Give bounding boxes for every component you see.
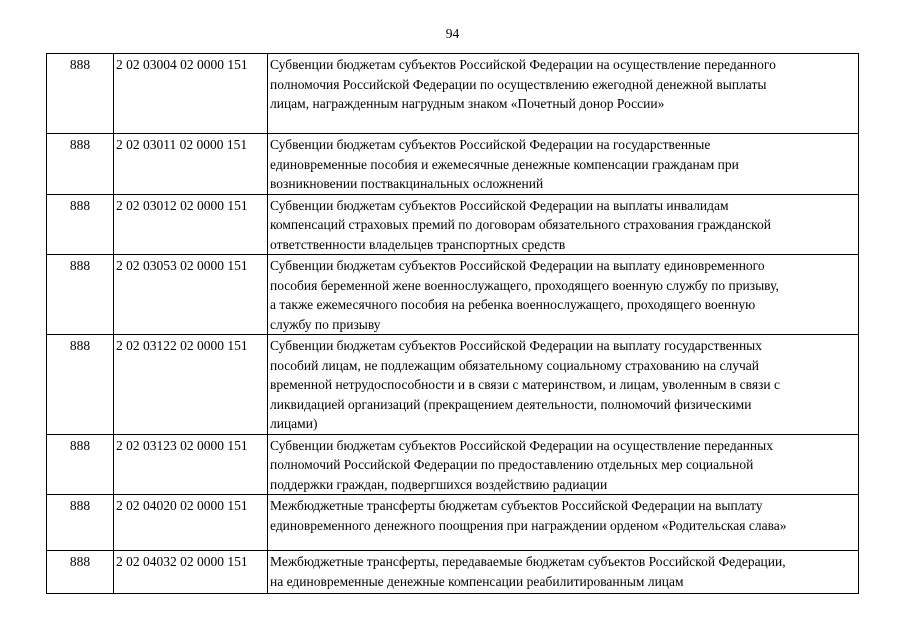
description-line: временной нетрудоспособности и в связи с материнством, и лицам, уволенным в связи с: [270, 377, 780, 392]
table-row: [47, 255, 859, 335]
admin-code-cell: 888: [47, 495, 114, 551]
table-row: [47, 54, 859, 134]
description-line: на единовременные денежные компенсации реабилитированным лицам: [270, 573, 684, 589]
description-line: а также ежемесячного пособия на ребенка военнослужащего, проходящего военную: [270, 297, 756, 312]
admin-code-cell: 888: [47, 194, 114, 255]
admin-code-cell: 888: [47, 434, 114, 495]
table-row: [47, 434, 859, 495]
budget-code-cell: 2 02 03004 02 0000 151: [114, 54, 268, 134]
description-line: Межбюджетные трансферты бюджетам субъектов Российской Федерации на выплату: [270, 498, 763, 513]
description-line: ответственности владельцев транспортных средств: [270, 236, 566, 252]
table-row: [47, 335, 859, 435]
budget-code-cell: 2 02 04020 02 0000 151: [114, 495, 268, 551]
description-line: единовременного денежного поощрения при награждении орденом «Родительская слава»: [270, 517, 787, 533]
description-cell: [268, 335, 859, 435]
budget-code-cell: 2 02 03123 02 0000 151: [114, 434, 268, 495]
description-cell: [268, 134, 859, 195]
description-line: Субвенции бюджетам субъектов Российской Федерации на выплаты инвалидам: [270, 197, 729, 213]
description-cell: [268, 194, 859, 255]
table-row: [47, 495, 859, 551]
description-line: поддержки граждан, подвергшихся воздействию радиации: [270, 476, 608, 492]
description-line: Субвенции бюджетам субъектов Российской Федерации на осуществление переданных: [270, 437, 773, 453]
page-number: 94: [445, 26, 460, 41]
budget-code-table: [46, 53, 859, 594]
description-line: Субвенции бюджетам субъектов Российской Федерации на выплату государственных: [270, 338, 762, 353]
description-cell: [268, 255, 859, 335]
table-row: [47, 551, 859, 594]
budget-code-cell: 2 02 03012 02 0000 151: [114, 194, 268, 255]
description-line: полномочия Российской Федерации по осуществлению ежегодной денежной выплаты: [270, 76, 767, 92]
description-cell: [268, 495, 859, 551]
table-row: [47, 194, 859, 255]
description-line: единовременные пособия и ежемесячные денежные компенсации гражданам при: [270, 156, 739, 172]
description-line: Субвенции бюджетам субъектов Российской Федерации на государственные: [270, 137, 711, 152]
description-line: службу по призыву: [270, 316, 381, 332]
admin-code-cell: 888: [47, 54, 114, 134]
budget-code-cell: 2 02 04032 02 0000 151: [114, 551, 268, 594]
description-cell: [268, 54, 859, 134]
admin-code-cell: 888: [47, 551, 114, 594]
description-cell: [268, 434, 859, 495]
description-line: Субвенции бюджетам субъектов Российской Федерации на осуществление переданного: [270, 57, 776, 72]
admin-code-cell: 888: [47, 134, 114, 195]
budget-code-cell: 2 02 03053 02 0000 151: [114, 255, 268, 335]
description-line: лицами): [270, 416, 318, 431]
table-row: [47, 134, 859, 195]
budget-code-cell: 2 02 03122 02 0000 151: [114, 335, 268, 435]
description-line: Межбюджетные трансферты, передаваемые бюджетам субъектов Российской Федерации,: [270, 554, 786, 569]
admin-code-cell: 888: [47, 335, 114, 435]
description-line: пособий лицам, не подлежащим обязательному социальному страхованию на случай: [270, 357, 760, 373]
description-line: возникновении поствакцинальных осложнений: [270, 176, 544, 191]
description-line: Субвенции бюджетам субъектов Российской Федерации на выплату единовременного: [270, 258, 765, 273]
description-cell: [268, 551, 859, 594]
budget-code-cell: 2 02 03011 02 0000 151: [114, 134, 268, 195]
description-line: ликвидацией организаций (прекращением деятельности, полномочий физическими: [270, 396, 752, 412]
admin-code-cell: 888: [47, 255, 114, 335]
description-line: пособия беременной жене военнослужащего, проходящего военную службу по призыву,: [270, 277, 779, 293]
description-line: полномочий Российской Федерации по предоставлению отдельных мер социальной: [270, 457, 754, 472]
description-line: компенсаций страховых премий по договорам обязательного страхования гражданской: [270, 217, 771, 232]
description-line: лицам, награжденным нагрудным знаком «Почетный донор России»: [270, 96, 665, 111]
